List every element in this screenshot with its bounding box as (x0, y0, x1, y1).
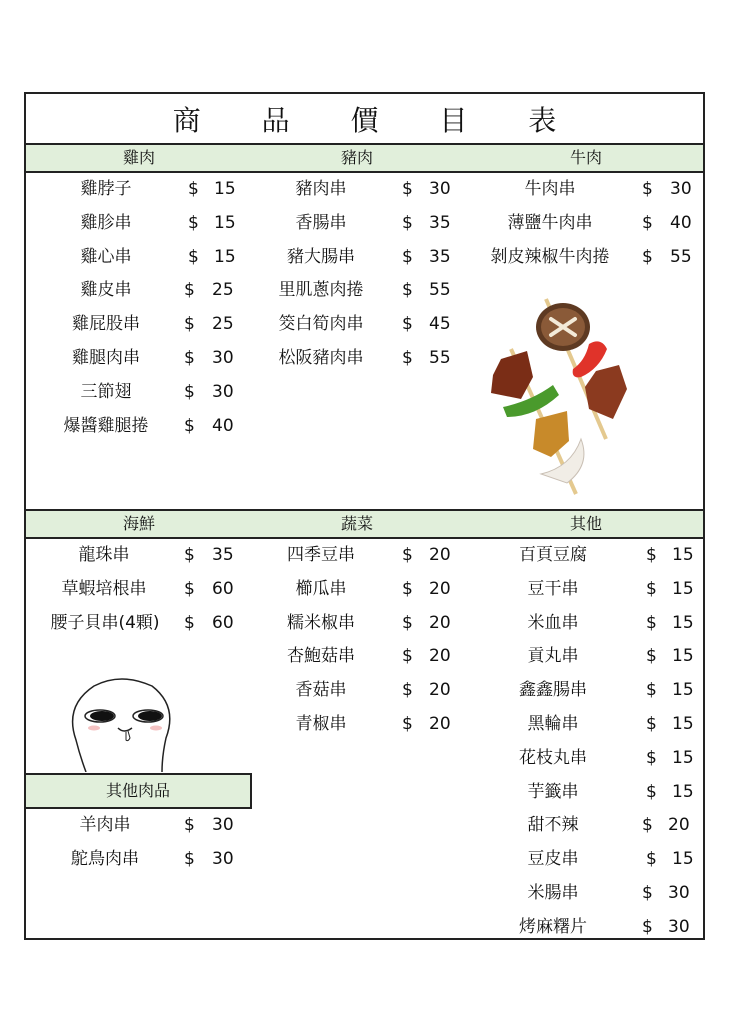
item-name: 青椒串 (295, 713, 347, 734)
menu-item (26, 410, 252, 444)
item-price: 40 (212, 415, 234, 436)
item-price: 30 (212, 848, 234, 869)
item-name: 腰子貝串(4顆) (50, 612, 160, 633)
item-name: 貢丸串 (527, 646, 579, 667)
price-list-sheet (24, 92, 705, 940)
currency-symbol: $ (402, 545, 413, 565)
section-header-others: 其他 (569, 514, 602, 533)
item-price: 20 (429, 646, 451, 667)
item-price: 25 (212, 314, 234, 335)
item-name: 鴕鳥肉串 (71, 848, 139, 869)
menu-item (26, 274, 252, 308)
currency-symbol: $ (184, 347, 195, 368)
item-name: 雞屁股串 (72, 314, 140, 335)
item-price: 20 (429, 713, 451, 734)
item-price: 20 (429, 612, 451, 633)
section-other-meats (26, 809, 252, 877)
item-name: 豬大腸串 (287, 246, 355, 267)
currency-symbol: $ (646, 545, 657, 565)
item-price: 30 (212, 815, 234, 835)
section-header-seafood: 海鮮 (122, 514, 155, 533)
item-name: 雞心串 (80, 246, 132, 267)
currency-symbol: $ (188, 246, 199, 267)
menu-item (26, 173, 252, 207)
skewer-illustration (481, 289, 661, 499)
currency-symbol: $ (646, 713, 657, 734)
menu-item (478, 911, 705, 945)
section-others (478, 539, 705, 945)
item-name: 爆醬雞腿捲 (63, 415, 149, 436)
item-price: 35 (429, 246, 451, 267)
currency-symbol: $ (642, 212, 653, 233)
section-chicken (26, 173, 252, 443)
item-name: 香腸串 (295, 212, 347, 233)
item-name: 烤麻糬片 (519, 916, 587, 937)
menu-item (252, 342, 478, 376)
section-header-beef: 牛肉 (569, 148, 602, 167)
section-beef (478, 173, 705, 274)
item-name: 剝皮辣椒牛肉捲 (490, 246, 610, 267)
section-seafood (26, 539, 252, 640)
currency-symbol: $ (402, 314, 413, 335)
menu-item (26, 607, 252, 641)
section-header-chicken: 雞肉 (122, 148, 155, 167)
item-price: 60 (212, 578, 234, 599)
header-band-top (26, 143, 703, 173)
item-name: 雞胗串 (80, 212, 132, 233)
menu-item (252, 241, 478, 275)
currency-symbol: $ (402, 280, 413, 301)
item-name: 牛肉串 (524, 179, 576, 199)
item-name: 豆皮串 (527, 849, 579, 870)
item-name: 櫛瓜串 (295, 578, 347, 599)
currency-symbol: $ (188, 212, 199, 233)
item-name: 甜不辣 (527, 815, 579, 836)
item-price: 15 (672, 646, 694, 667)
item-price: 20 (668, 815, 690, 836)
menu-item (478, 742, 705, 776)
section-header-other-meats: 其他肉品 (24, 773, 252, 809)
currency-symbol: $ (184, 280, 195, 301)
item-name: 花枝丸串 (519, 747, 587, 768)
currency-symbol: $ (646, 646, 657, 667)
item-name: 里肌蔥肉捲 (278, 280, 364, 301)
menu-item (478, 776, 705, 810)
item-name: 羊肉串 (79, 815, 131, 835)
section-pork (252, 173, 478, 376)
section-header-pork: 豬肉 (340, 148, 373, 167)
menu-item (478, 640, 705, 674)
menu-item (252, 607, 478, 641)
currency-symbol: $ (642, 916, 653, 937)
currency-symbol: $ (188, 179, 199, 199)
item-price: 15 (214, 246, 236, 267)
currency-symbol: $ (646, 781, 657, 802)
menu-item (26, 241, 252, 275)
currency-symbol: $ (402, 578, 413, 599)
item-price: 55 (429, 347, 451, 368)
menu-item (252, 274, 478, 308)
menu-item (478, 877, 705, 911)
item-price: 15 (672, 781, 694, 802)
menu-item (26, 376, 252, 410)
currency-symbol: $ (402, 347, 413, 368)
currency-symbol: $ (642, 815, 653, 836)
menu-item (252, 708, 478, 742)
menu-item (478, 573, 705, 607)
currency-symbol: $ (402, 680, 413, 701)
item-price: 20 (429, 680, 451, 701)
item-price: 15 (214, 179, 236, 199)
item-price: 20 (429, 578, 451, 599)
currency-symbol: $ (184, 381, 195, 402)
item-name: 筊白筍肉串 (278, 314, 364, 335)
item-name: 龍珠串 (78, 545, 130, 565)
item-price: 15 (672, 713, 694, 734)
menu-item (26, 308, 252, 342)
menu-item (478, 207, 705, 241)
item-name: 芋籤串 (527, 781, 579, 802)
item-price: 15 (214, 212, 236, 233)
menu-item (252, 640, 478, 674)
menu-item (26, 207, 252, 241)
item-price: 45 (429, 314, 451, 335)
menu-item (478, 607, 705, 641)
currency-symbol: $ (646, 612, 657, 633)
item-price: 30 (429, 179, 451, 199)
item-name: 薄鹽牛肉串 (507, 212, 593, 233)
menu-item (252, 539, 478, 573)
item-price: 30 (212, 381, 234, 402)
currency-symbol: $ (402, 646, 413, 667)
item-name: 四季豆串 (287, 545, 355, 565)
menu-item (478, 539, 705, 573)
menu-item (252, 173, 478, 207)
item-price: 30 (212, 347, 234, 368)
currency-symbol: $ (402, 179, 413, 199)
section-vegetables (252, 539, 478, 742)
item-price: 30 (668, 916, 690, 937)
drooling-character-illustration (66, 676, 186, 772)
item-name: 雞脖子 (80, 179, 132, 199)
item-name: 香菇串 (295, 680, 347, 701)
page-title: 商 品 價 目 表 (172, 103, 583, 137)
currency-symbol: $ (184, 545, 195, 565)
item-price: 35 (212, 545, 234, 565)
currency-symbol: $ (646, 578, 657, 599)
item-price: 30 (668, 882, 690, 903)
item-price: 15 (672, 849, 694, 870)
currency-symbol: $ (184, 415, 195, 436)
item-price: 15 (672, 747, 694, 768)
item-price: 35 (429, 212, 451, 233)
item-price: 55 (670, 246, 692, 267)
section-header-vegetables: 蔬菜 (340, 514, 373, 533)
item-name: 豬肉串 (295, 179, 347, 199)
item-price: 15 (672, 545, 694, 565)
menu-item (252, 207, 478, 241)
currency-symbol: $ (646, 680, 657, 701)
item-name: 豆干串 (527, 578, 579, 599)
menu-item (478, 809, 705, 843)
item-name: 糯米椒串 (287, 612, 355, 633)
item-name: 杏鮑菇串 (287, 646, 355, 667)
menu-item (478, 843, 705, 877)
item-name: 三節翅 (80, 381, 132, 402)
currency-symbol: $ (402, 713, 413, 734)
currency-symbol: $ (184, 612, 195, 633)
item-price: 15 (672, 612, 694, 633)
menu-item (26, 573, 252, 607)
menu-item (26, 342, 252, 376)
menu-item (26, 809, 252, 843)
currency-symbol: $ (402, 246, 413, 267)
item-name: 草蝦培根串 (61, 578, 147, 599)
item-name: 鑫鑫腸串 (519, 680, 587, 701)
currency-symbol: $ (646, 849, 657, 870)
item-price: 30 (670, 179, 692, 199)
item-price: 55 (429, 280, 451, 301)
item-name: 雞腿肉串 (72, 347, 140, 368)
item-price: 15 (672, 680, 694, 701)
item-name: 百頁豆腐 (519, 545, 587, 565)
menu-item (252, 308, 478, 342)
item-name: 雞皮串 (80, 280, 132, 301)
item-name: 米腸串 (527, 882, 579, 903)
menu-item (478, 241, 705, 275)
item-price: 60 (212, 612, 234, 633)
currency-symbol: $ (642, 882, 653, 903)
header-band-bottom (26, 509, 703, 539)
currency-symbol: $ (184, 578, 195, 599)
currency-symbol: $ (184, 815, 195, 835)
currency-symbol: $ (642, 246, 653, 267)
menu-item (478, 674, 705, 708)
item-price: 40 (670, 212, 692, 233)
menu-item (478, 708, 705, 742)
currency-symbol: $ (184, 848, 195, 869)
currency-symbol: $ (184, 314, 195, 335)
currency-symbol: $ (402, 612, 413, 633)
item-name: 松阪豬肉串 (278, 347, 364, 368)
menu-item (252, 674, 478, 708)
currency-symbol: $ (402, 212, 413, 233)
currency-symbol: $ (642, 179, 653, 199)
item-name: 米血串 (527, 612, 579, 633)
menu-item (26, 843, 252, 877)
currency-symbol: $ (646, 747, 657, 768)
menu-item (26, 539, 252, 573)
item-price: 25 (212, 280, 234, 301)
item-name: 黑輪串 (527, 713, 579, 734)
item-price: 15 (672, 578, 694, 599)
menu-item (478, 173, 705, 207)
item-price: 20 (429, 545, 451, 565)
menu-item (252, 573, 478, 607)
